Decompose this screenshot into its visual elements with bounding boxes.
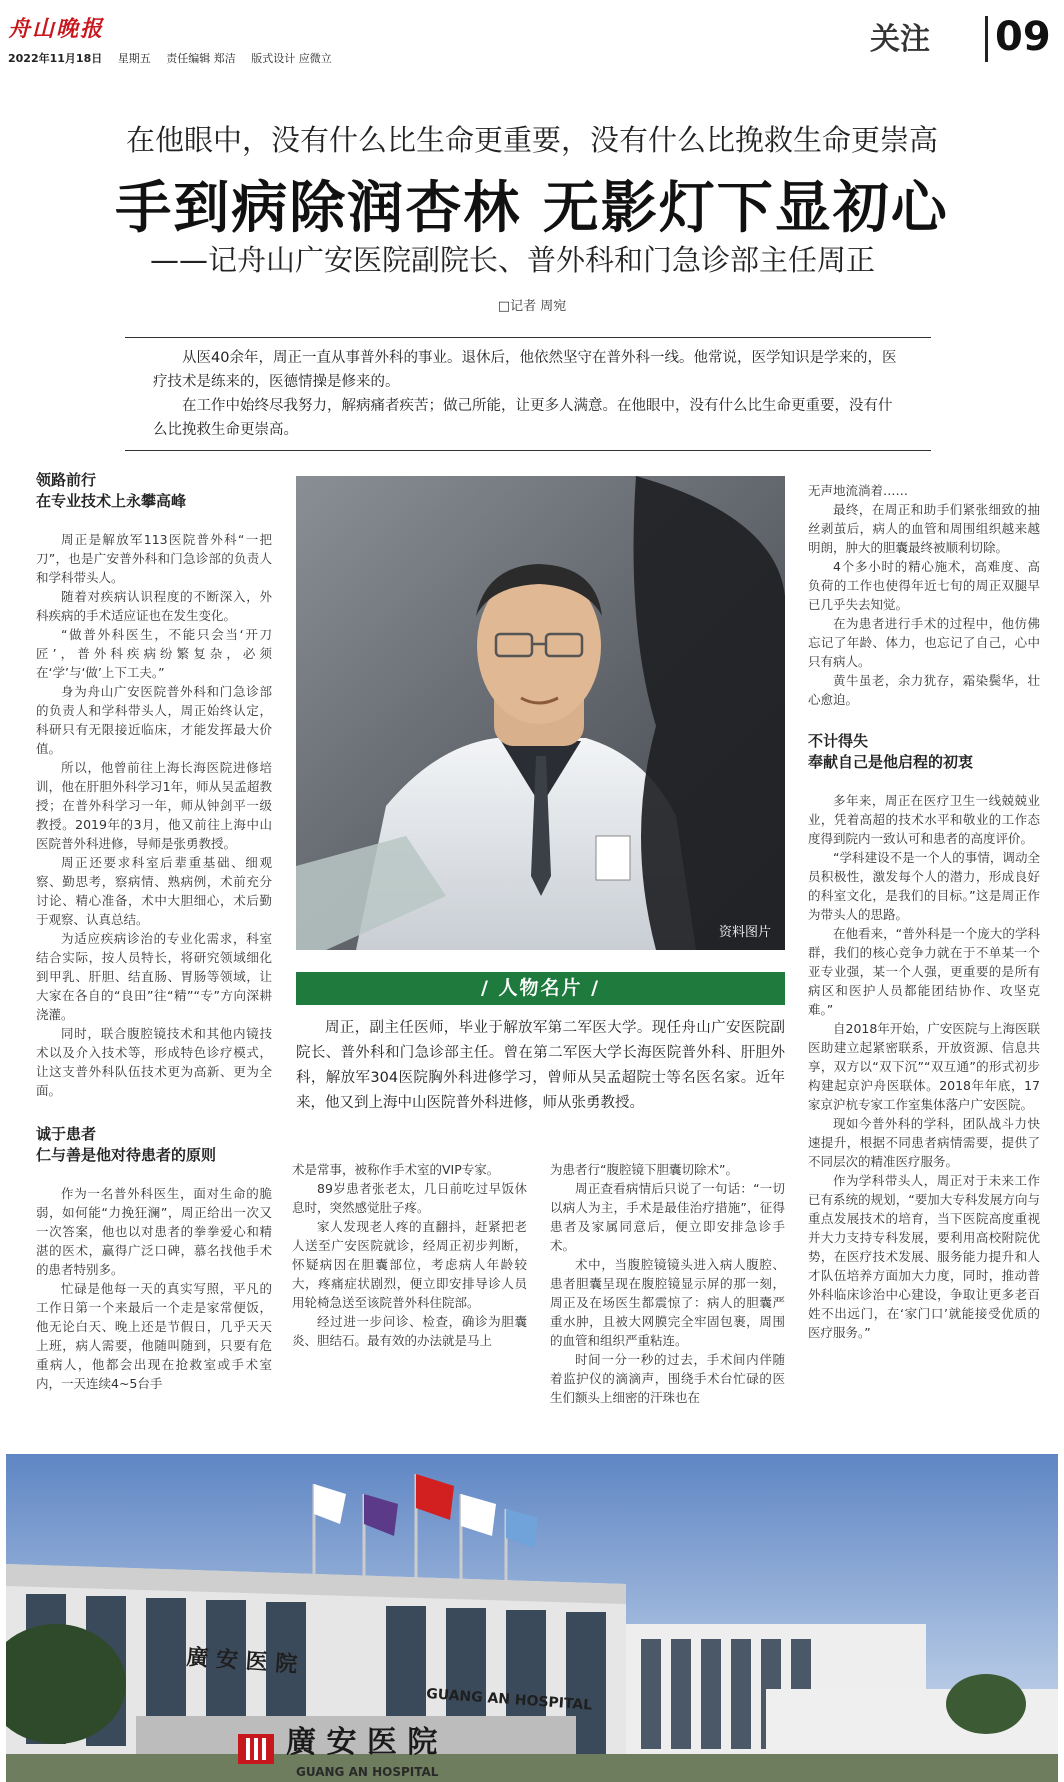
body-paragraph: 多年来，周正在医疗卫生一线兢兢业业，凭着高超的技术水平和敬业的工作态度得到院内一致认可和患者的高度评价。 [808, 793, 1040, 846]
body-paragraph: 家人发现老人疼的直翻抖，赶紧把老人送至广安医院就诊，经周正初步判断，怀疑病因在胆囊部位，考虑病人年龄较大，疼痛症状剧烈，便立即安排导诊人员用轮椅急送至该院普外科住院部。 [292, 1219, 527, 1310]
body-paragraph: 作为学科带头人，周正对于未来工作已有系统的规划，“要加大专科发展方向与重点发展技术的培育，当下医院高度重视并大力支持专科发展，要利用高校附院优势，在医疗技术发展、服务能力提升和人才队伍培养方面加大力度，同时，推动普外科临床诊治中心建设，争取让更多老百姓不出远门，在‘家门口’就能接受优质的医疗服务。” [808, 1173, 1040, 1340]
page-number: 09 [995, 14, 1051, 60]
page-divider [985, 16, 988, 62]
issue-line [8, 50, 344, 66]
profile-banner: / 人物名片 / [296, 972, 785, 1005]
hospital-building-photo [6, 1454, 1058, 1782]
byline: □记者 周宛 [497, 299, 567, 314]
issue-editor: 责任编辑 郑洁 [166, 52, 236, 65]
body-paragraph: 作为一名普外科医生，面对生命的脆弱，如何能“力挽狂澜”，周正给出一次又一次答案，他也以对患者的拳拳爱心和精湛的医术，赢得广泛口碑，慕名找他手术的患者特别多。 [36, 1186, 272, 1277]
section-heading: 领路前行 在专业技术上永攀高峰 [36, 471, 187, 510]
kicker: 在他眼中，没有什么比生命更重要，没有什么比挽救生命更崇高 [125, 123, 938, 157]
column-3 [550, 1160, 785, 1407]
sign-ground-text: 廣 安 医 院 [286, 1725, 438, 1760]
issue-designer: 版式设计 应微立 [251, 52, 332, 65]
body-paragraph: 黄牛虽老，余力犹存，霜染鬓华，壮心愈迫。 [808, 673, 1040, 707]
body-paragraph: 时间一分一秒的过去，手术间内伴随着监护仪的滴滴声，围绕手术台忙碌的医生们额头上细密的汗珠也在 [550, 1352, 785, 1405]
lead-paragraph: 从医40余年，周正一直从事普外科的事业。退休后，他依然坚守在普外科一线。他常说，医学知识是学来的，医疗技术是练来的，医德情操是修来的。 [153, 350, 897, 390]
profile-text: 周正，副主任医师，毕业于解放军第二军医大学。现任舟山广安医院副院长、普外科和门急诊部主任。曾在第二军医大学长海医院普外科、肝胆外科，解放军304医院胸外科进修学习，曾师从吴孟超院士等名医名家。近年来，他又到上海中山医院普外科进修，师从张勇教授。 [296, 1020, 785, 1111]
masthead [0, 0, 1064, 70]
sign-ground-en: GUANG AN HOSPITAL [296, 1765, 439, 1779]
section-heading: 不计得失 奉献自己是他启程的初衷 [808, 732, 974, 771]
column-2 [292, 1160, 527, 1350]
portrait-illustration [296, 476, 785, 950]
body-paragraph: 为患者行“腹腔镜下胆囊切除术”。 [550, 1162, 738, 1177]
hospital-logo-icon [238, 1734, 274, 1764]
body-paragraph: 周正查看病情后只说了一句话：“一切以病人为主，手术是最佳治疗措施”，征得患者及家属同意后，便立即安排急诊手术。 [550, 1181, 785, 1253]
column-1 [36, 466, 272, 1393]
body-paragraph: 术是常事，被称作手术室的VIP专家。 [292, 1162, 500, 1177]
body-paragraph: “做普外科医生，不能只会当‘开刀匠’，普外科疾病纷繁复杂，必须在‘学’与‘做’上下工夫。” [36, 627, 272, 680]
body-paragraph: 为适应疾病诊治的专业化需求，科室结合实际，按人员特长，将研究领域细化到甲乳、肝胆、结直肠、胃肠等领域，让大家在各自的“良田”往“精”“专”方向深耕浇灌。 [36, 931, 272, 1022]
body-paragraph: 随着对疾病认识程度的不断深入，外科疾病的手术适应证也在发生变化。 [36, 589, 272, 623]
body-paragraph: 所以，他曾前往上海长海医院进修培训，他在肝胆外科学习1年，师从吴孟超教授；在普外科学习一年，师从钟剑平一级教授。2019年的3月，他又前往上海中山医院普外科进修，导师是张勇教授。 [36, 760, 272, 851]
lead-box [125, 337, 931, 451]
body-paragraph: 周正是解放军113医院普外科“一把刀”，也是广安普外科和门急诊部的负责人和学科带头人。 [36, 532, 272, 585]
body-paragraph: 现如今普外科的学科，团队战斗力快速提升，根据不同患者病情需要，提供了不同层次的精准医疗服务。 [808, 1116, 1040, 1169]
issue-date: 2022年11月18日 [8, 52, 103, 65]
body-paragraph: 最终，在周正和助手们紧张细致的抽丝剥茧后，病人的血管和周围组织越来越明朗，肿大的胆囊最终被顺利切除。 [808, 502, 1040, 555]
issue-weekday: 星期五 [117, 52, 151, 65]
body-paragraph: 术中，当腹腔镜镜头进入病人腹腔、患者胆囊呈现在腹腔镜显示屏的那一刻，周正及在场医生都震惊了：病人的胆囊严重水肿，且被大网膜完全牢固包裹，周围的血管和组织严重粘连。 [550, 1257, 785, 1348]
body-paragraph: 无声地流淌着…… [808, 483, 909, 498]
doctor-portrait-photo [296, 476, 785, 950]
column-4 [808, 481, 1040, 1342]
body-paragraph: 身为舟山广安医院普外科和门急诊部的负责人和学科带头人，周正始终认定，科研只有无限接近临床，才能发挥最大价值。 [36, 684, 272, 756]
subheadline: ——记舟山广安医院副院长、普外科和门急诊部主任周正 [150, 243, 876, 277]
body-paragraph: 同时，联合腹腔镜技术和其他内镜技术以及介入技术等，形成特色诊疗模式，让这支普外科队伍技术更为高新、更为全面。 [36, 1026, 272, 1098]
body-paragraph: 经过进一步问诊、检查，确诊为胆囊炎、胆结石。最有效的办法就是马上 [292, 1314, 527, 1348]
sign-hospital-en: GUANG AN HOSPITAL [425, 1686, 593, 1714]
body-paragraph: 在为患者进行手术的过程中，他仿佛忘记了年龄、体力，也忘记了自己，心中只有病人。 [808, 616, 1040, 669]
newspaper-logo: 舟山晚报 [8, 16, 105, 42]
section-heading: 诚于患者 仁与善是他对待患者的原则 [36, 1125, 217, 1164]
body-paragraph: 89岁患者张老太，几日前吃过早饭休息时，突然感觉肚子疼。 [292, 1181, 527, 1215]
headline: 手到病除润杏林 无影灯下显初心 [115, 175, 949, 241]
body-paragraph: 自2018年开始，广安医院与上海医联医助建立起紧密联系，开放资源、信息共享，双方以“双下沉”“双互通”的形式初步构建起京沪舟医联体。2018年年底，17家京沪杭专家工作室集体落户广安医院。 [808, 1021, 1040, 1112]
photo-caption: 资料图片 [718, 925, 771, 940]
hospital-illustration [6, 1454, 1058, 1782]
body-paragraph: 4个多小时的精心施术，高难度、高负荷的工作也使得年近七旬的周正双腿早已几乎失去知觉。 [808, 559, 1040, 612]
lead-paragraph: 在工作中始终尽我努力，解病痛者疾苦；做己所能，让更多人满意。在他眼中，没有什么比生命更重要，没有什么比挽救生命更崇高。 [153, 398, 893, 438]
sign-top-text: 廣 安 医 院 [185, 1645, 299, 1678]
body-paragraph: 周正还要求科室后辈重基础、细观察、勤思考，察病情、熟病例，术前充分讨论、精心准备，术中大胆细心，术后勤于观察、认真总结。 [36, 855, 272, 927]
body-paragraph: 在他看来，“普外科是一个庞大的学科群，我们的核心竞争力就在于不单某一个亚专业强，某一个人强，更重要的是所有病区和医护人员都能团结协作、攻坚克难。” [808, 926, 1040, 1017]
profile-body [296, 1016, 785, 1116]
section-tag: 关注 [870, 22, 930, 57]
body-paragraph: “学科建设不是一个人的事情，调动全员积极性，激发每个人的潜力，形成良好的科室文化，是我们的目标。”这是周正作为带头人的思路。 [808, 850, 1040, 922]
body-paragraph: 忙碌是他每一天的真实写照，平凡的工作日第一个来最后一个走是家常便饭，他无论白天、晚上还是节假日，几乎天天上班，病人需要，他随叫随到，只要有危重病人，他都会出现在抢救室或手术室内，一天连续4~5台手 [36, 1281, 272, 1391]
